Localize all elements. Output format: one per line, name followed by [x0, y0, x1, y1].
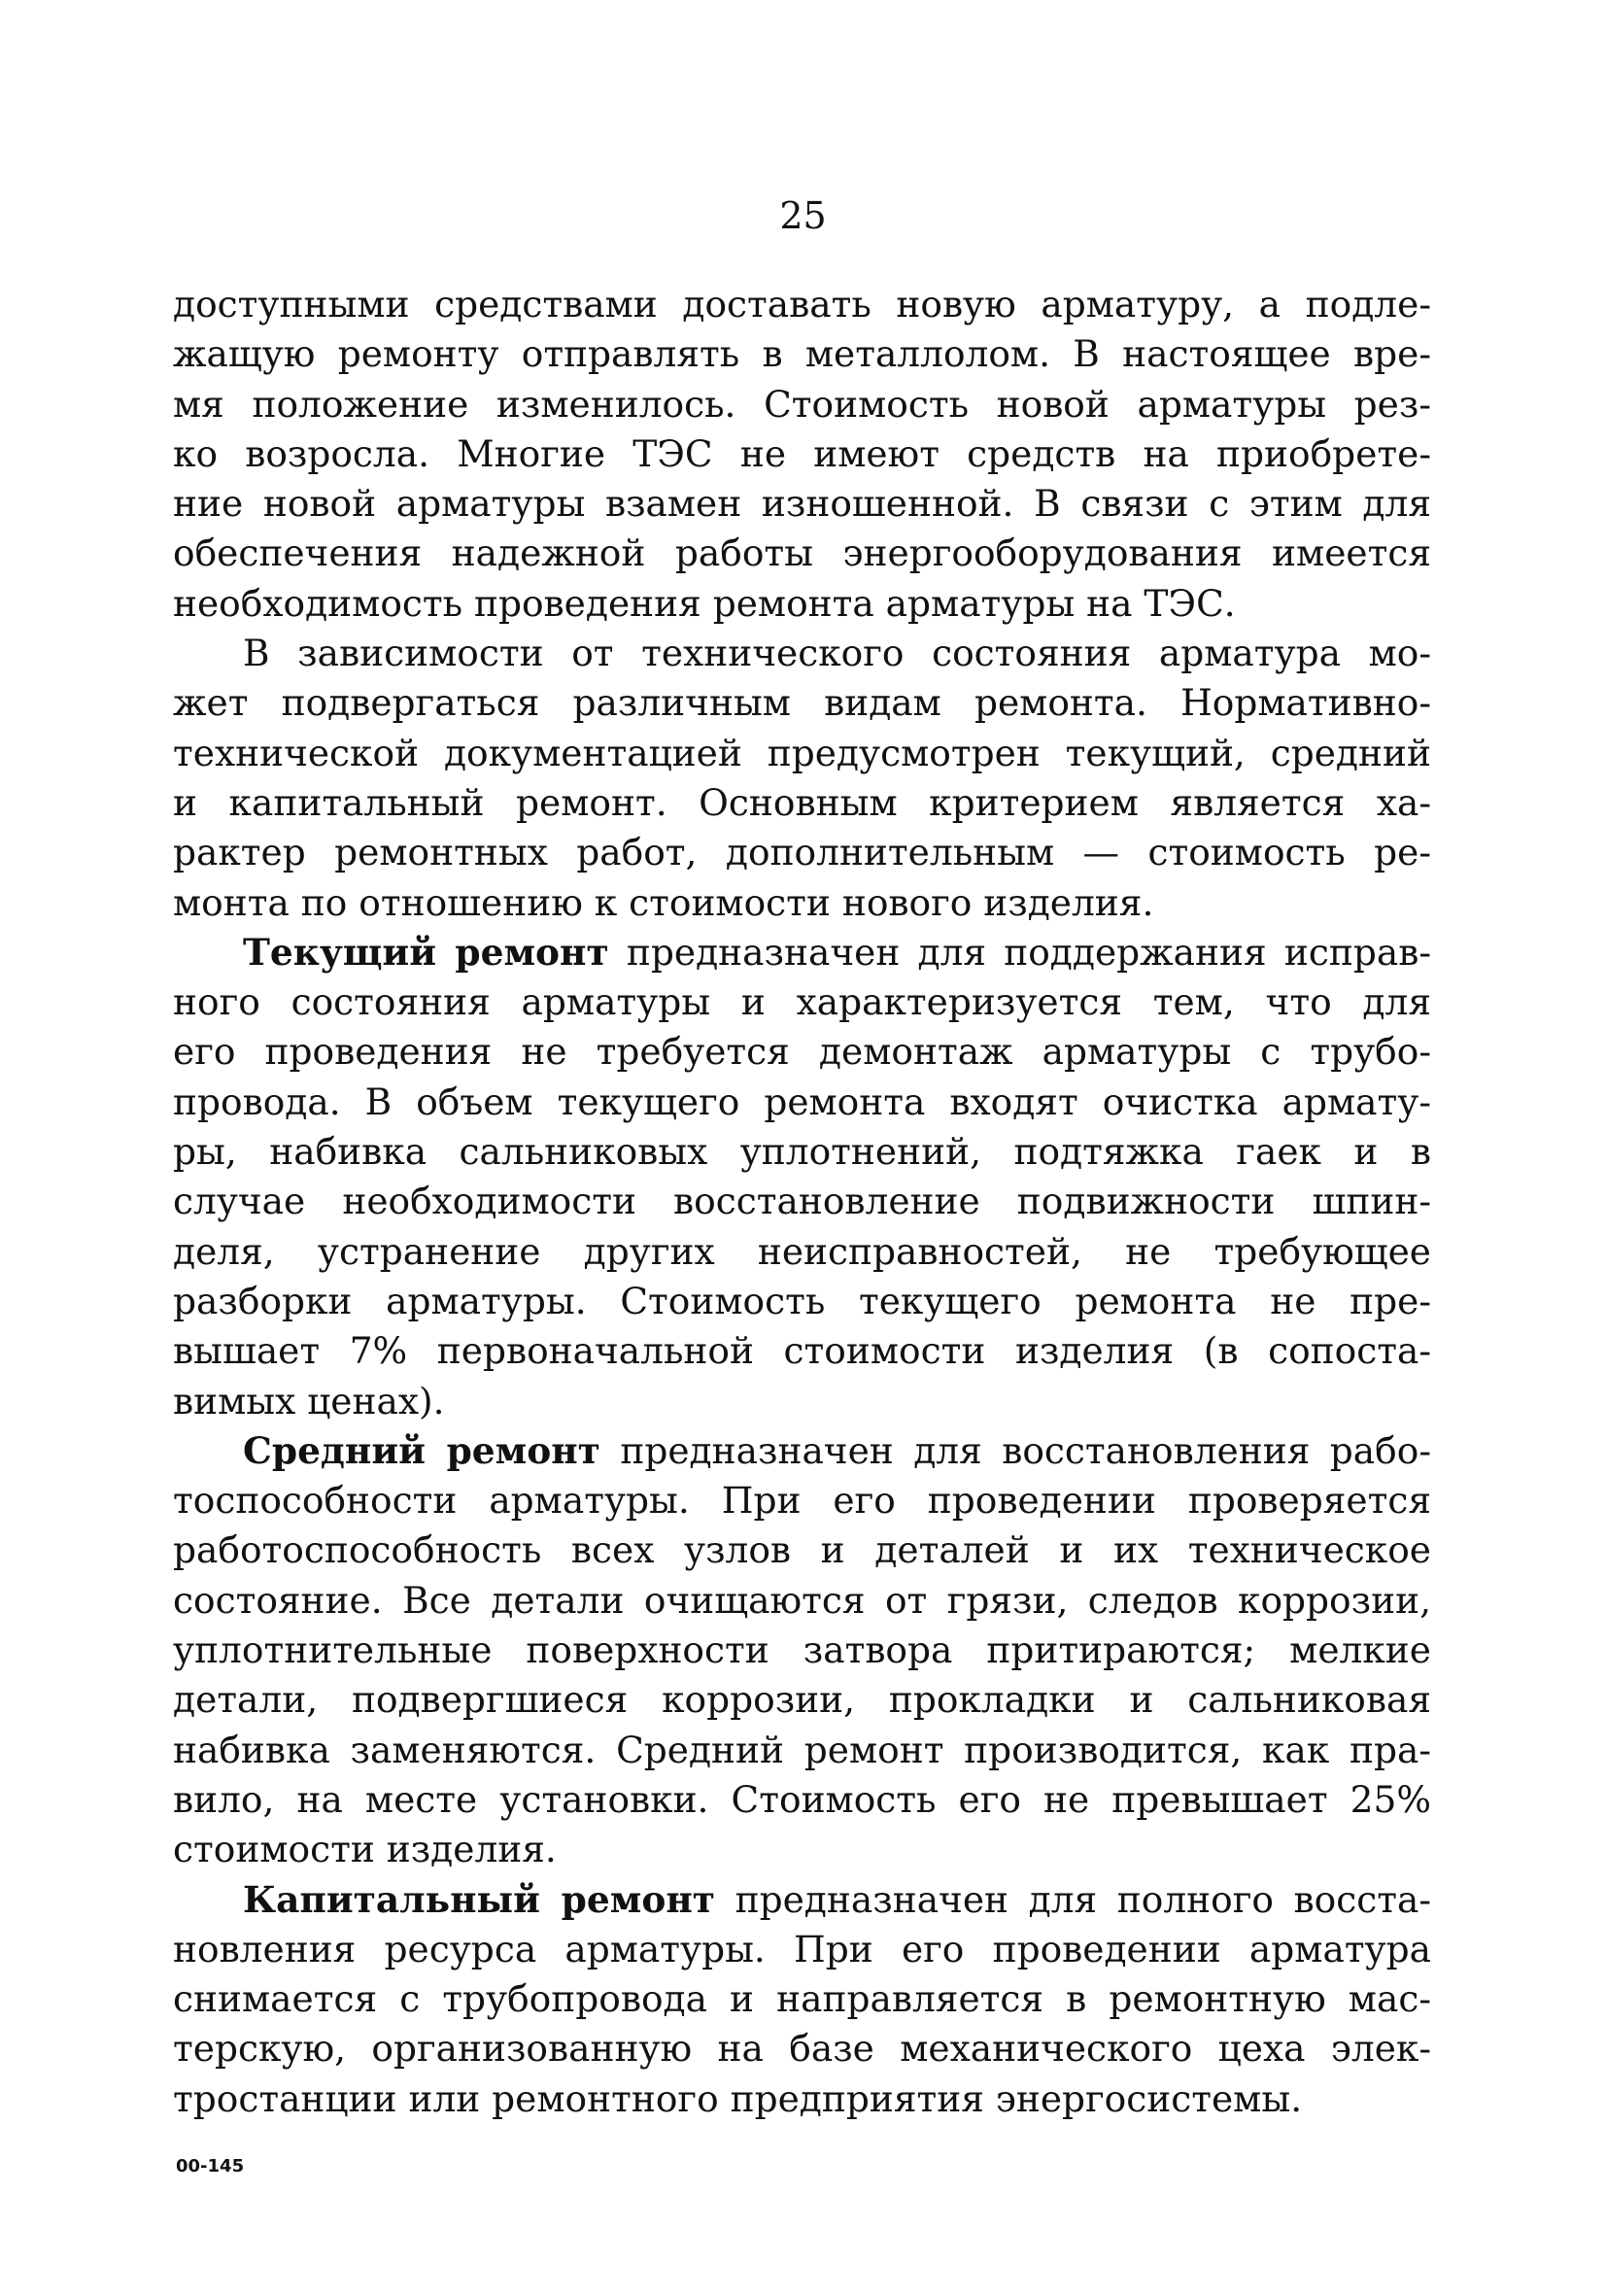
text-line: стоимости изделия.	[173, 1828, 557, 1871]
text-line: вышает 7% первоначальной стоимости изделия (в сопоста-	[173, 1329, 1431, 1373]
text-line: уплотнительные поверхности затвора притираются; мелкие	[173, 1628, 1431, 1672]
paragraph-current-repair	[173, 928, 1431, 1426]
text-line: ко возросла. Многие ТЭС не имеют средств на приобрете-	[173, 431, 1431, 475]
text-line	[173, 928, 1431, 977]
paragraph-capital-repair	[173, 1875, 1431, 2124]
text-line: ры, набивка сальниковых уплотнений, подтяжка гаек и в	[173, 1130, 1431, 1174]
text-line: В зависимости от технического состояния арматура мо-	[243, 632, 1431, 675]
text-line: доступными средствами доставать новую арматуру, а подле-	[173, 283, 1431, 326]
text-line: вимых ценах).	[173, 1379, 445, 1422]
text-line: состояние. Все детали очищаются от грязи, следов коррозии,	[173, 1578, 1431, 1622]
text-line: детали, подвергшиеся коррозии, прокладки и сальниковая	[173, 1678, 1431, 1722]
text-line: тростанции или ремонтного предприятия энергосистемы.	[173, 2076, 1303, 2120]
text-fragment: предназначен для полного восста-	[715, 1877, 1432, 1921]
text-line: снимается с трубопровода и направляется в ремонтную мас-	[173, 1977, 1431, 2021]
text-fragment: предназначен для поддержания исправ-	[608, 930, 1431, 974]
text-line	[173, 1426, 1431, 1476]
text-line: жет подвергаться различным видам ремонта. Нормативно-	[173, 681, 1431, 725]
term-capital-repair: Капитальный ремонт	[243, 1877, 716, 1921]
text-line: необходимость проведения ремонта арматуры на ТЭС.	[173, 581, 1236, 625]
text-line: жащую ремонту отправлять в металлолом. В настоящее вре-	[173, 332, 1431, 376]
text-line: терскую, организованную на базе механического цеха элек-	[173, 2027, 1431, 2071]
signature-code: 00-145	[176, 2156, 245, 2176]
paragraph-1	[173, 280, 1431, 629]
text-line: вило, на месте установки. Стоимость его не превышает 25%	[173, 1777, 1431, 1821]
text-line: рактер ремонтных работ, дополнительным — стоимость ре-	[173, 831, 1431, 874]
text-line: работоспособность всех узлов и деталей и их техническое	[173, 1528, 1431, 1572]
text-line: монта по отношению к стоимости нового изделия.	[173, 880, 1154, 924]
text-line: деля, устранение других неисправностей, не требующее	[173, 1229, 1431, 1273]
page-number: 25	[779, 194, 827, 237]
text-line	[173, 1875, 1431, 1925]
paragraph-2	[173, 629, 1431, 928]
term-medium-repair: Средний ремонт	[243, 1428, 600, 1472]
text-line: его проведения не требуется демонтаж арматуры с трубо-	[173, 1030, 1431, 1074]
text-line: случае необходимости восстановление подвижности шпин-	[173, 1180, 1431, 1223]
text-line: обеспечения надежной работы энергооборудования имеется	[173, 531, 1431, 575]
term-current-repair: Текущий ремонт	[243, 930, 609, 974]
text-line: технической документацией предусмотрен текущий, средний	[173, 731, 1431, 774]
text-fragment: предназначен для восстановления рабо-	[599, 1428, 1431, 1472]
text-line: набивка заменяются. Средний ремонт производится, как пра-	[173, 1728, 1431, 1771]
text-line: тоспособности арматуры. При его проведении проверяется	[173, 1479, 1431, 1523]
paragraph-medium-repair	[173, 1426, 1431, 1875]
text-line: мя положение изменилось. Стоимость новой арматуры рез-	[173, 382, 1431, 426]
text-line: ние новой арматуры взамен изношенной. В связи с этим для	[173, 482, 1431, 526]
text-line: провода. В объем текущего ремонта входят очистка армату-	[173, 1079, 1431, 1123]
text-line: и капитальный ремонт. Основным критерием является ха-	[173, 780, 1431, 824]
body-text	[173, 280, 1431, 2124]
text-line: новления ресурса арматуры. При его проведении арматура	[173, 1927, 1431, 1970]
text-line: разборки арматуры. Стоимость текущего ремонта не пре-	[173, 1279, 1431, 1322]
text-line: ного состояния арматуры и характеризуется тем, что для	[173, 980, 1431, 1024]
